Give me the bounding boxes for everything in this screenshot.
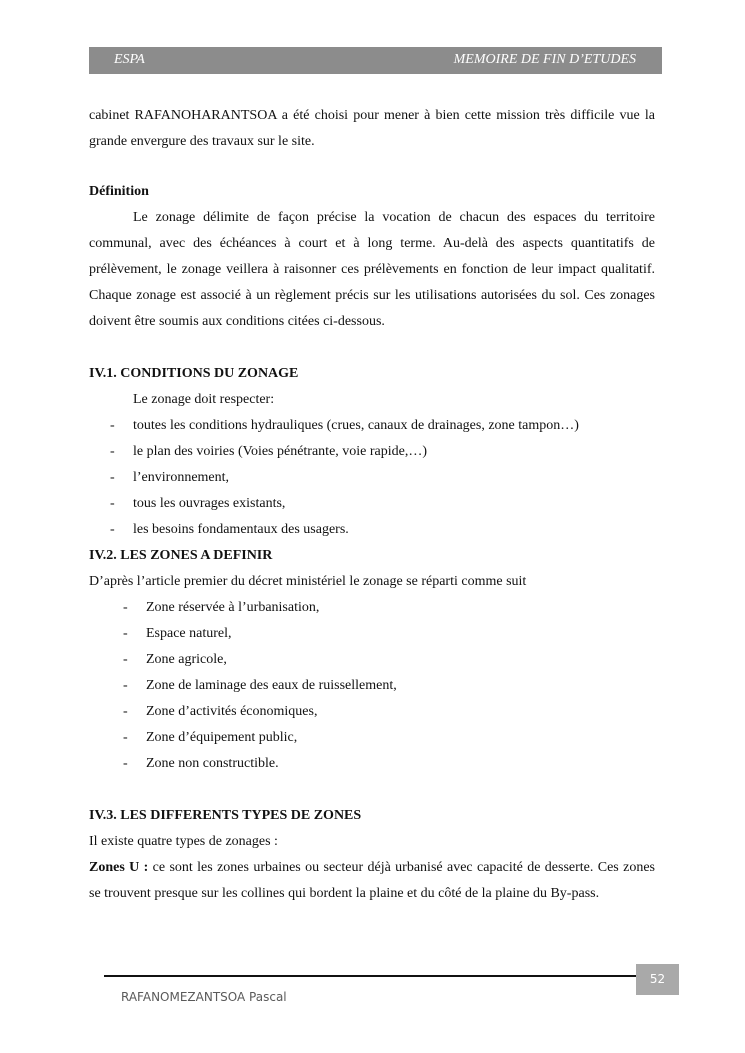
list-item: - Zone non constructible. [89, 751, 655, 777]
dash-bullet: - [110, 522, 115, 537]
section-3-lead: Il existe quatre types de zonages : [89, 834, 278, 849]
section-1-title: IV.1. CONDITIONS DU ZONAGE [89, 366, 299, 381]
list-item: - Zone agricole, [89, 647, 655, 673]
list-item: - Zone d’équipement public, [89, 725, 655, 751]
section-3-title: IV.3. LES DIFFERENTS TYPES DE ZONES [89, 808, 362, 823]
conditions-list [89, 413, 655, 543]
dash-bullet: - [110, 444, 115, 459]
section-2-title: IV.2. LES ZONES A DEFINIR [89, 548, 273, 563]
zones-u-label: Zones U : [89, 860, 149, 875]
dash-bullet: - [110, 496, 115, 511]
footer-author: RAFANOMEZANTSOA Pascal [121, 990, 287, 1004]
dash-bullet: - [110, 470, 115, 485]
dash-bullet: - [123, 626, 128, 641]
dash-bullet: - [123, 756, 128, 771]
section-1-lead: Le zonage doit respecter: [133, 392, 275, 407]
section-2-lead: D’après l’article premier du décret ministériel le zonage se réparti comme suit [89, 574, 527, 589]
list-item: - Zone réservée à l’urbanisation, [89, 595, 655, 621]
list-item: - les besoins fondamentaux des usagers. [89, 517, 655, 543]
header-right-text: MEMOIRE DE FIN D’ETUDES [453, 52, 636, 67]
footer-divider [104, 975, 636, 977]
list-item: - Espace naturel, [89, 621, 655, 647]
definition-paragraph: Le zonage délimite de façon précise la vocation de chacun des espaces du territoire communal, avec des échéances à court et à long terme. Au-delà des aspects quantitatifs de prélèvement, le zonage veillera à raisonner ces prélèvements en fonction de leur impact qualitatif. Chaque zonage est associé à un règlement précis sur les utilisations autorisées du sol. Ces zonages doivent être soumis aux conditions citées ci-dessous. [89, 210, 655, 329]
list-item: - Zone de laminage des eaux de ruissellement, [89, 673, 655, 699]
list-item: - le plan des voiries (Voies pénétrante, voie rapide,…) [89, 439, 655, 465]
zones-u-text: ce sont les zones urbaines ou secteur déjà urbanisé avec capacité de desserte. Ces zones se trouvent presque sur les collines qui bordent la plaine et du côté de la plaine du By-pass. [89, 860, 655, 901]
header-left-text: ESPA [114, 52, 145, 67]
page-body [89, 103, 655, 907]
dash-bullet: - [123, 600, 128, 615]
page-number: 52 [636, 964, 679, 995]
definition-title: Définition [89, 184, 149, 199]
list-item: - l’environnement, [89, 465, 655, 491]
list-item: - tous les ouvrages existants, [89, 491, 655, 517]
zones-list [89, 595, 655, 777]
list-item: - toutes les conditions hydrauliques (crues, canaux de drainages, zone tampon…) [89, 413, 655, 439]
dash-bullet: - [123, 652, 128, 667]
list-item: - Zone d’activités économiques, [89, 699, 655, 725]
zones-u-paragraph [89, 855, 655, 907]
dash-bullet: - [123, 678, 128, 693]
intro-paragraph: cabinet RAFANOHARANTSOA a été choisi pour mener à bien cette mission très difficile vue la grande envergure des travaux sur le site. [89, 108, 655, 149]
dash-bullet: - [123, 730, 128, 745]
running-header [89, 47, 662, 74]
dash-bullet: - [123, 704, 128, 719]
dash-bullet: - [110, 418, 115, 433]
